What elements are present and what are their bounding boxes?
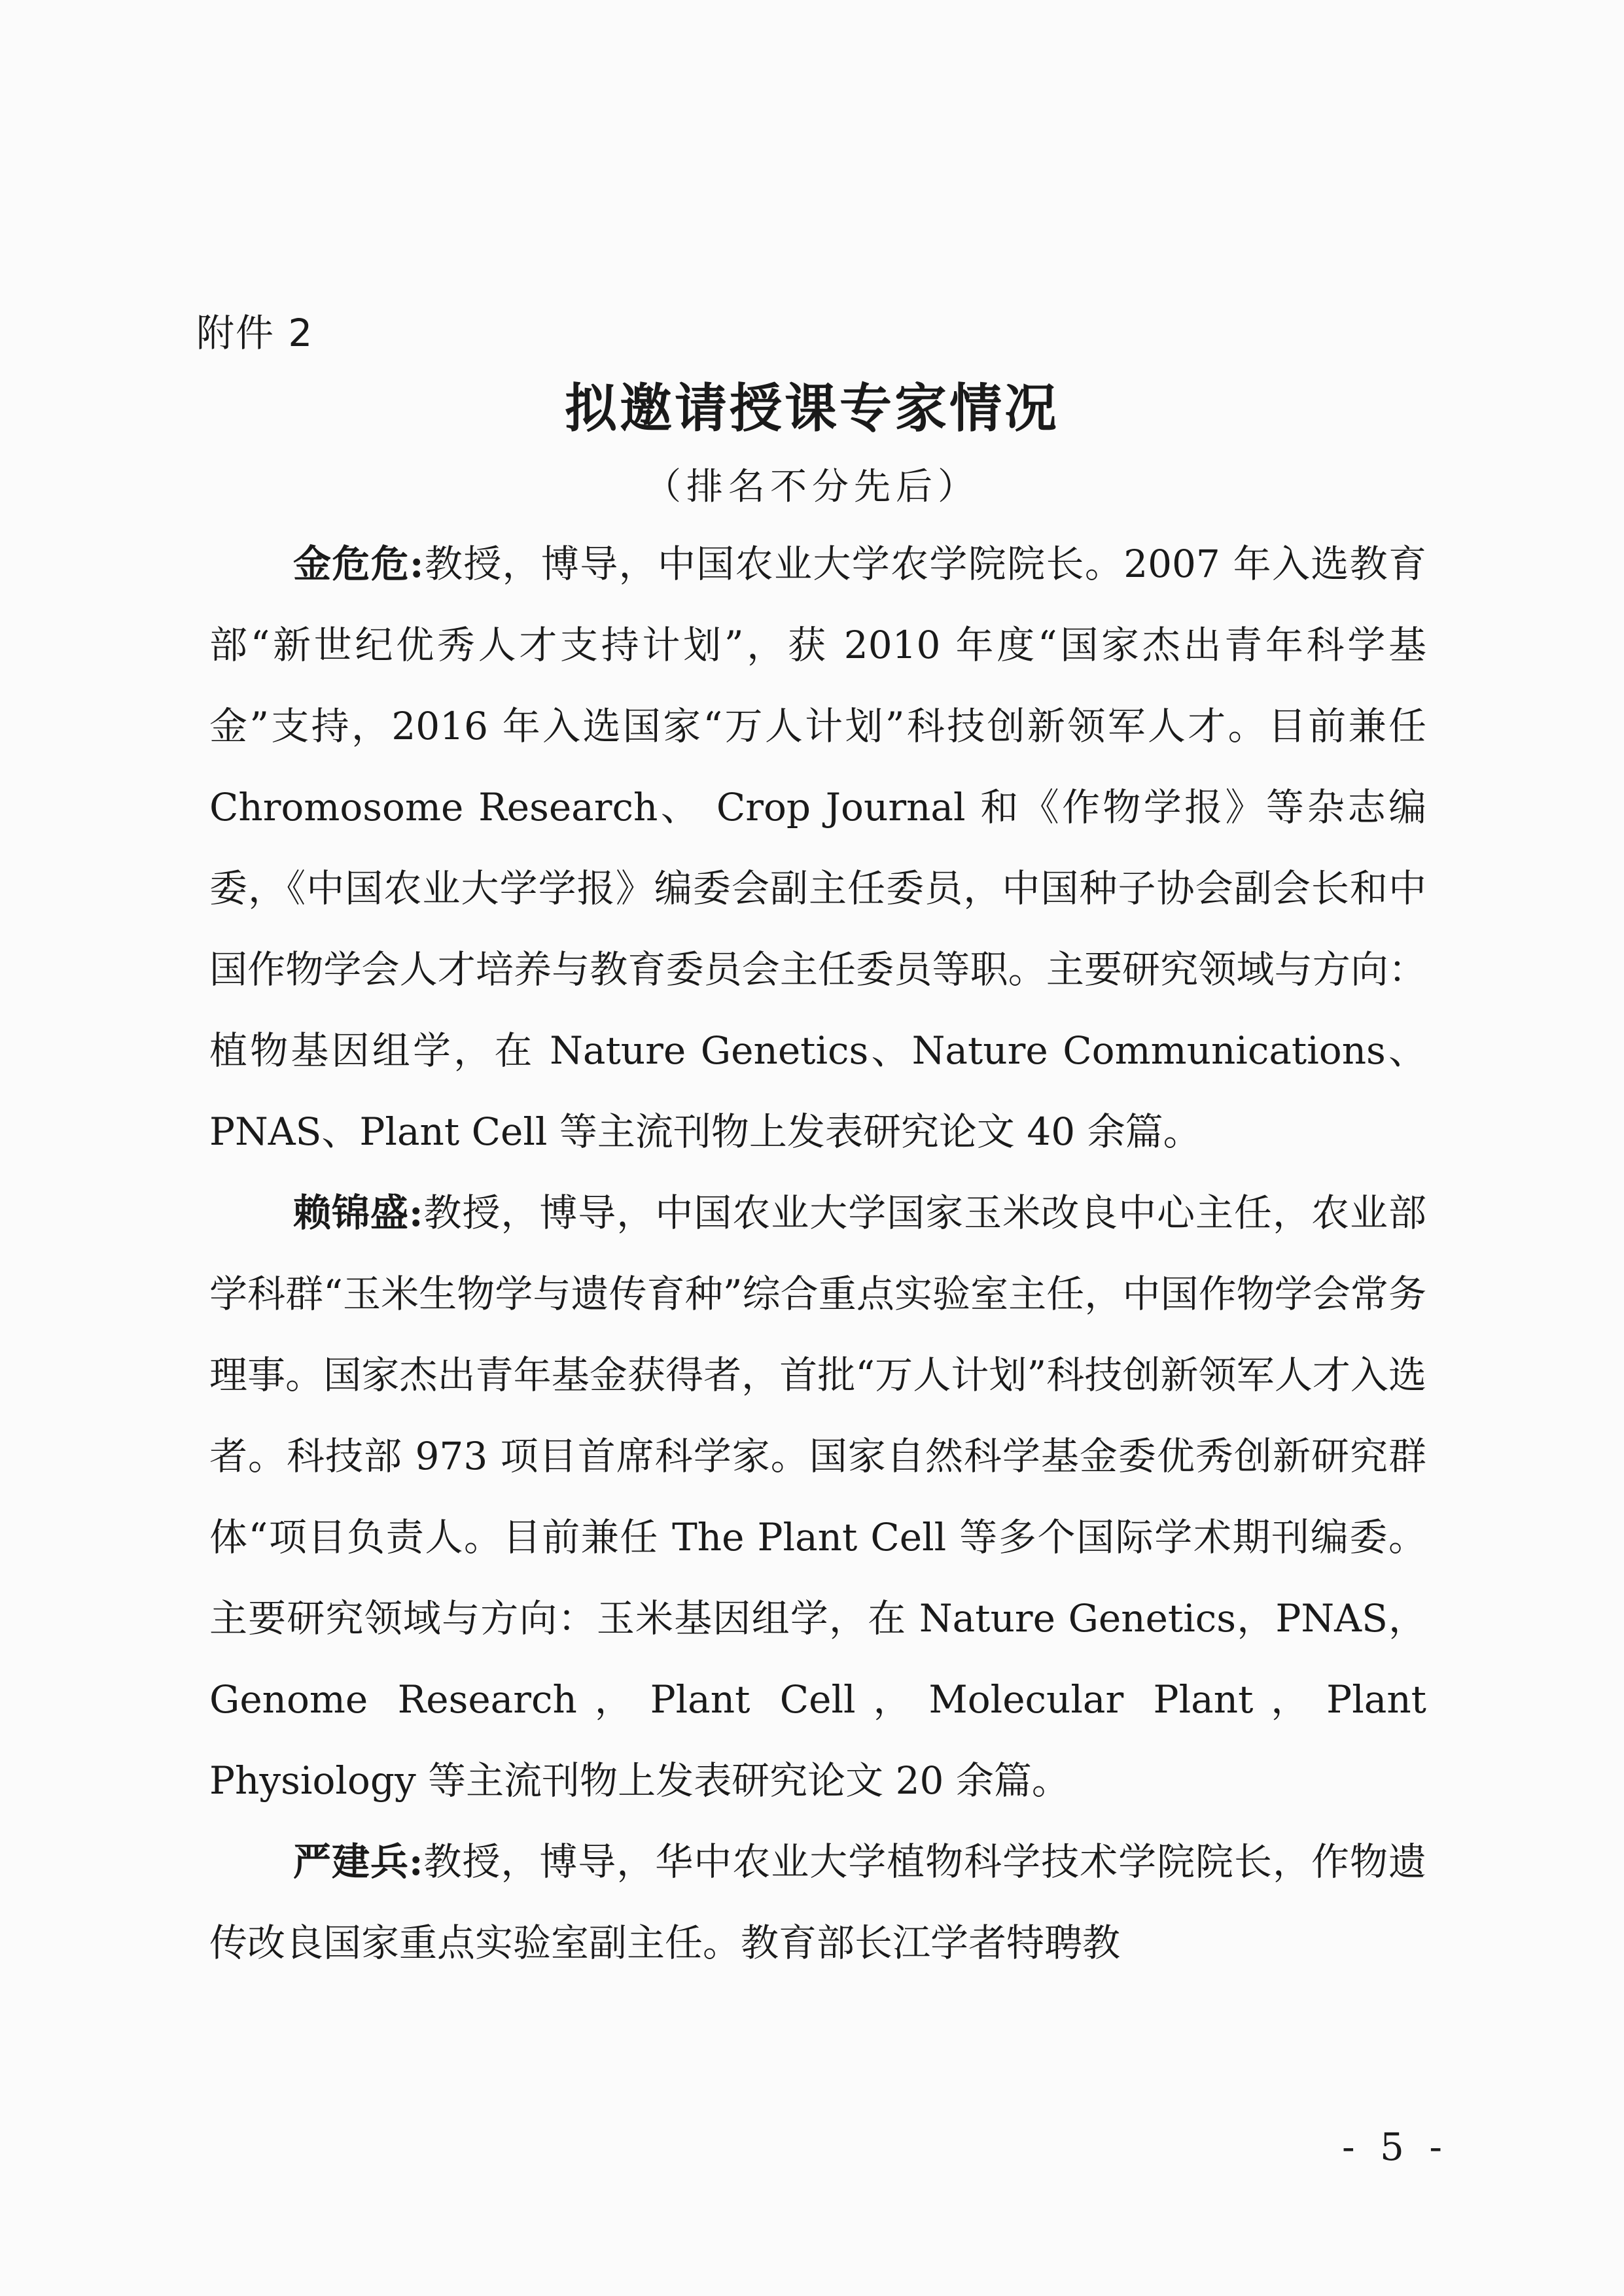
attachment-label: 附件 2: [196, 311, 314, 355]
expert-paragraph-lai: [209, 1172, 1426, 1821]
expert-paragraph-yan: [209, 1821, 1426, 1983]
expert-name: 严建兵:: [293, 1839, 423, 1884]
document-body: [209, 523, 1426, 1983]
expert-bio: 教授，博导，华中农业大学植物科学技术学院院长，作物遗传改良国家重点实验室副主任。教育部长江学者特聘教: [209, 1839, 1426, 1965]
expert-name: 金危危:: [293, 542, 424, 586]
expert-bio: 教授，博导，中国农业大学农学院院长。2007 年入选教育部“新世纪优秀人才支持计划”，获 2010 年度“国家杰出青年科学基金”支持，2016 年入选国家“万人计划”科技创新领军人才。目前兼任 Chromosome Research、 Crop Journal 和《作物学报》等杂志编委，《中国农业大学学报》编委会副主任委员，中国种子协会副会长和中国作物学会人才培养与教育委员会主任委员等职。主要研究领域与方向：植物基因组学，在 Nature Genetics、Nature Communications、PNAS、Plant Cell 等主流刊物上发表研究论文 40 余篇。: [209, 542, 1427, 1154]
expert-paragraph-jin: [209, 523, 1426, 1172]
expert-bio: 教授，博导，中国农业大学国家玉米改良中心主任，农业部学科群“玉米生物学与遗传育种”综合重点实验室主任，中国作物学会常务理事。国家杰出青年基金获得者，首批“万人计划”科技创新领军人才入选者。科技部 973 项目首席科学家。国家自然科学基金委优秀创新研究群体“项目负责人。目前兼任 The Plant Cell 等多个国际学术期刊编委。主要研究领域与方向：玉米基因组学，在 Nature Genetics，PNAS，Genome Research，Plant Cell，Molecular Plant，Plant Physiology 等主流刊物上发表研究论文 20 余篇。: [209, 1191, 1426, 1803]
document-subtitle: （排名不分先后）: [644, 466, 980, 508]
document-title: 拟邀请授课专家情况: [565, 378, 1059, 439]
page-number: - 5 -: [1342, 2125, 1449, 2169]
expert-name: 赖锦盛:: [293, 1191, 423, 1235]
